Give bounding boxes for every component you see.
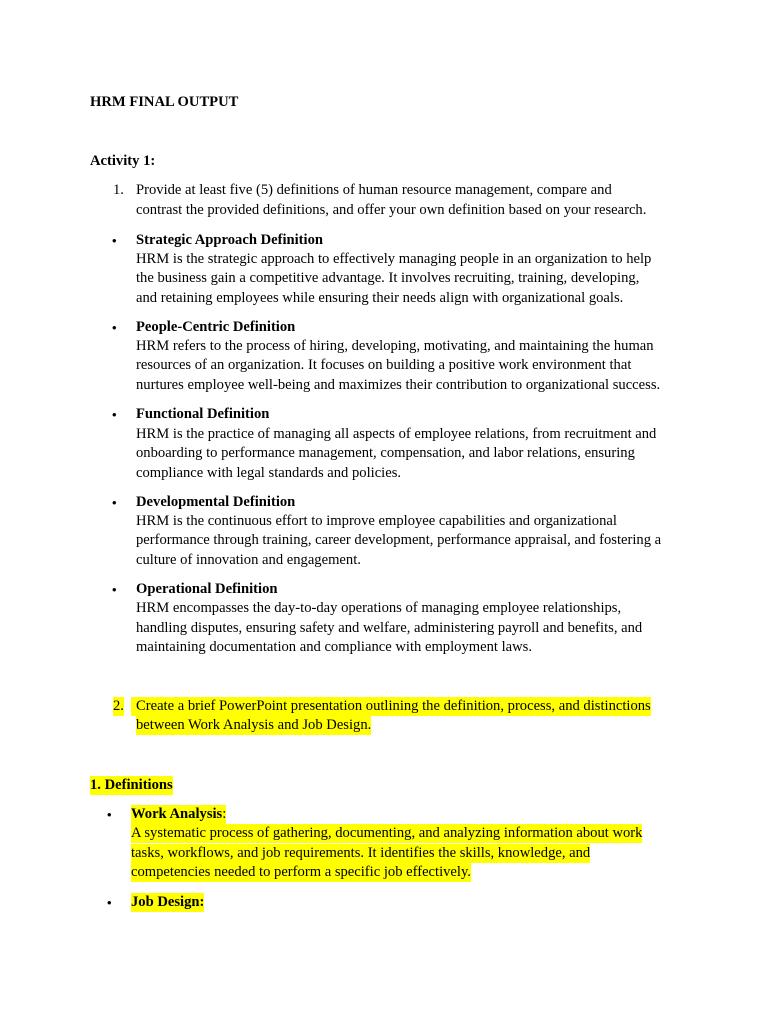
bullet-icon: • bbox=[107, 807, 112, 822]
definition-line: HRM refers to the process of hiring, developing, motivating, and maintaining the human bbox=[136, 338, 654, 354]
work-analysis-colon: : bbox=[222, 806, 227, 822]
bullet-icon: • bbox=[112, 233, 117, 248]
item-1-line: Provide at least five (5) definitions of human resource management, compare and bbox=[136, 182, 612, 198]
definition-line: HRM encompasses the day-to-day operations of managing employee relationships, bbox=[136, 600, 622, 616]
definition-line: HRM is the strategic approach to effectively managing people in an organization to help bbox=[136, 251, 652, 267]
item-2-line: Create a brief PowerPoint presentation outlining the definition, process, and distinctions bbox=[131, 697, 651, 716]
definition-line: handling disputes, ensuring safety and welfare, administering payroll and benefits, and bbox=[136, 620, 643, 636]
definition-heading: People-Centric Definition bbox=[136, 319, 296, 335]
work-analysis-term: Work Analysis bbox=[131, 806, 223, 822]
definition-line: compliance with legal standards and policies. bbox=[136, 465, 402, 481]
definition-heading: Operational Definition bbox=[136, 581, 278, 597]
definition-line: and retaining employees while ensuring their needs align with organizational goals. bbox=[136, 290, 624, 306]
definition-line: nurtures employee well-being and maximizes their contribution to organizational success. bbox=[136, 377, 661, 393]
job-design-term: Job Design: bbox=[131, 894, 205, 910]
bullet-icon: • bbox=[112, 582, 117, 597]
definition-heading: Strategic Approach Definition bbox=[136, 232, 324, 248]
definition-line: onboarding to performance management, compensation, and labor relations, ensuring bbox=[136, 445, 635, 461]
definition-line: culture of innovation and engagement. bbox=[136, 552, 361, 568]
activity-heading: Activity 1: bbox=[90, 153, 156, 169]
definition-heading: Developmental Definition bbox=[136, 494, 296, 510]
item-1-line: contrast the provided definitions, and offer your own definition based on your research. bbox=[136, 202, 647, 218]
work-analysis-line: tasks, workflows, and job requirements. It identifies the skills, knowledge, and bbox=[131, 845, 591, 861]
bullet-icon: • bbox=[112, 495, 117, 510]
definition-line: HRM is the continuous effort to improve employee capabilities and organizational bbox=[136, 513, 617, 529]
section-heading: 1. Definitions bbox=[90, 777, 173, 793]
definition-line: the business gain a competitive advantage. It involves recruiting, training, developing, bbox=[136, 270, 640, 286]
item-2-line: between Work Analysis and Job Design. bbox=[136, 717, 372, 733]
item-2-number: 2. bbox=[113, 698, 124, 714]
bullet-icon: • bbox=[112, 407, 117, 422]
work-analysis-term-line bbox=[131, 805, 226, 824]
work-analysis-line: competencies needed to perform a specific job effectively. bbox=[131, 864, 471, 880]
work-analysis-line: A systematic process of gathering, documenting, and analyzing information about work bbox=[131, 825, 643, 841]
bullet-icon: • bbox=[112, 320, 117, 335]
definition-line: HRM is the practice of managing all aspects of employee relations, from recruitment and bbox=[136, 426, 657, 442]
document-title: HRM FINAL OUTPUT bbox=[90, 94, 239, 110]
item-1-number: 1. bbox=[113, 182, 124, 198]
bullet-icon: • bbox=[107, 895, 112, 910]
definition-line: maintaining documentation and compliance with employment laws. bbox=[136, 639, 532, 655]
definition-heading: Functional Definition bbox=[136, 406, 270, 422]
definition-line: performance through training, career development, performance appraisal, and fostering a bbox=[136, 532, 662, 548]
definition-line: resources of an organization. It focuses on building a positive work environment that bbox=[136, 357, 632, 373]
